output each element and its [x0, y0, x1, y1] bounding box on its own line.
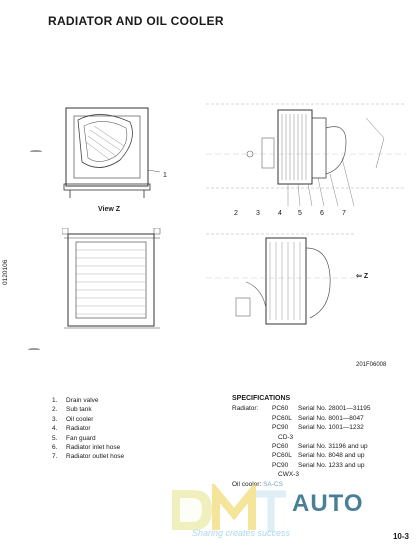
- spec-row: PC90 Serial No. 1233 and up: [272, 461, 365, 469]
- z-marker-label: Z: [363, 273, 369, 280]
- page-number: 10-3: [392, 532, 409, 541]
- side-view-drawing: [206, 98, 406, 208]
- callout-row: [234, 210, 354, 220]
- callout-3: 3: [256, 210, 260, 217]
- binding-mark: [28, 348, 40, 351]
- spec-row: PC60 Serial No. 31196 and up: [272, 443, 368, 451]
- view-z-label: View Z: [98, 206, 121, 213]
- binding-mark: [30, 150, 42, 153]
- callout-7: 7: [342, 210, 346, 217]
- spec-type: CD-3: [278, 433, 294, 441]
- view-z-drawing: [60, 100, 160, 200]
- list-item: 6. Radiator inlet hose: [52, 444, 121, 452]
- watermark-tagline: Sharing creates success: [192, 528, 291, 538]
- specifications-block: [232, 394, 371, 489]
- callout-2: 2: [234, 210, 238, 217]
- spec-row: PC60L Serial No. 8001—8047: [272, 414, 364, 422]
- spec-row: PC60L Serial No. 8048 and up: [272, 452, 365, 460]
- list-item: 1. Drain valve: [52, 397, 99, 404]
- side-code: 0120106: [2, 259, 9, 285]
- parts-list: [52, 396, 124, 462]
- list-item: 5. Fan guard: [52, 434, 96, 442]
- top-view-drawing: [206, 228, 356, 333]
- callout-1: 1: [163, 172, 167, 179]
- list-item: 3. Oil cooler: [52, 415, 94, 423]
- specifications-heading: SPECIFICATIONS: [232, 395, 291, 402]
- list-item: 7. Radiator outlet hose: [52, 453, 125, 461]
- dmt-logo-icon: [168, 484, 288, 534]
- figure-reference: 201F06008: [356, 362, 387, 368]
- page-title: RADIATOR AND OIL COOLER: [48, 14, 224, 28]
- list-item: 4. Radiator: [52, 425, 91, 433]
- z-arrow-icon: ⇦ Z: [356, 273, 369, 280]
- watermark-logo: [168, 484, 417, 545]
- watermark-brand: AUTO: [292, 490, 364, 517]
- spec-type: CWX-3: [278, 471, 299, 479]
- spec-row: Oil cooler: SA-CS: [232, 480, 283, 488]
- list-item: 2. Sub tank: [52, 406, 92, 414]
- callout-6: 6: [320, 210, 324, 217]
- front-view-drawing: [62, 228, 162, 333]
- callout-5: 5: [298, 210, 302, 217]
- callout-4: 4: [278, 210, 282, 217]
- spec-row: PC90 Serial No. 1001—1232: [272, 424, 364, 432]
- spec-row: Radiator: PC60 Serial No. 28001—31195: [232, 405, 371, 413]
